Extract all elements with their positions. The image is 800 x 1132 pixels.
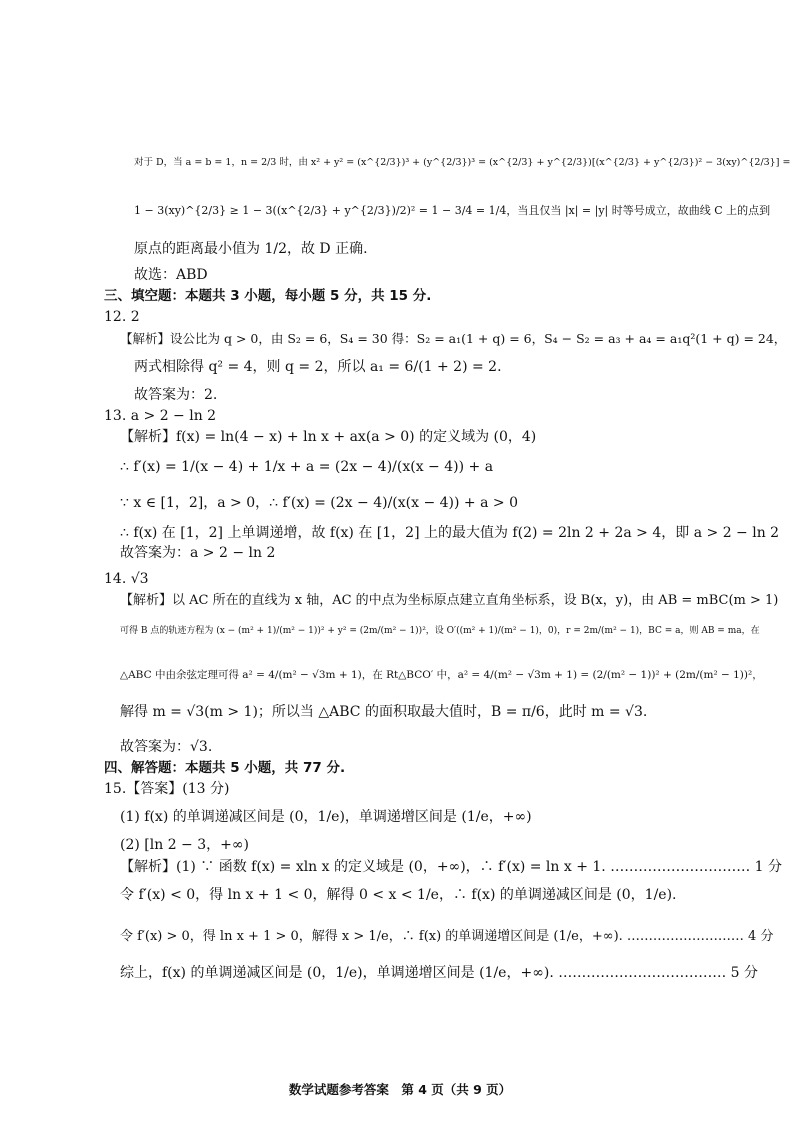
text-line-2: 1 − 3(xy)^{2/3} ≥ 1 − 3((x^{2/3} + y^{2/3})/2)² = 1 − 3/4 = 1/4，当且仅当 |x| = |y| 时等号成立，故曲线 C 上的点到 (134, 204, 771, 217)
q13-conclusion: 故答案为：a > 2 − ln 2 (120, 545, 276, 561)
page-footer: 数学试题参考答案 第 4 页（共 9 页） (288, 1082, 512, 1097)
section-heading-solution: 四、解答题：本题共 5 小题，共 77 分. (104, 760, 346, 776)
q15-answer-part-1: (1) f(x) 的单调递减区间是 (0，1/e)，单调递增区间是 (1/e，+∞) (120, 809, 532, 825)
q14-analysis-line-2: 可得 B 点的轨迹方程为 (x − (m² + 1)/(m² − 1))² + y² = (2m/(m² − 1))²，设 O′((m² + 1)/(m² − 1)，0)，r = 2m/(m² − 1)，BC = a，则 AB = ma，在 (120, 626, 760, 636)
question-12-answer: 12. 2 (104, 309, 140, 325)
q12-conclusion: 故答案为：2. (134, 387, 218, 403)
q12-analysis-line-1: 【解析】设公比为 q > 0，由 S₂ = 6，S₄ = 30 得：S₂ = a₁(1 + q) = 6，S₄ − S₂ = a₃ + a₄ = a₁q²(1 + q) = 24， (120, 331, 787, 346)
q14-analysis-line-4: 解得 m = √3(m > 1)；所以当 △ABC 的面积取最大值时，B = π/6，此时 m = √3. (120, 704, 648, 720)
q15-answer-part-2: (2) [ln 2 − 3，+∞) (120, 837, 249, 853)
q13-analysis-line-1: 【解析】f(x) = ln(4 − x) + ln x + ax(a > 0) 的定义域为 (0，4) (120, 429, 537, 445)
text-line-3: 原点的距离最小值为 1/2，故 D 正确. (134, 241, 368, 257)
text-line-1: 对于 D，当 a = b = 1，n = 2/3 时，由 x² + y² = (x^{2/3})³ + (y^{2/3})³ = (x^{2/3} + y^{2/3})[(x^{2/3} + y^{2/3})² − 3(xy)^{2/3}] = (134, 157, 791, 168)
q13-analysis-line-3: ∵ x ∈ [1，2]，a > 0，∴ f′(x) = (2x − 4)/(x(x − 4)) + a > 0 (120, 495, 518, 511)
q14-conclusion: 故答案为：√3. (120, 739, 213, 755)
q15-analysis-line-2: 令 f′(x) < 0，得 ln x + 1 < 0，解得 0 < x < 1/e，∴ f(x) 的单调递减区间是 (0，1/e). (120, 887, 677, 903)
q15-analysis-line-4: 综上，f(x) 的单调递减区间是 (0，1/e)，单调递增区间是 (1/e，+∞). ……………………………… 5 分 (120, 965, 759, 981)
section-heading-fill-in: 三、填空题：本题共 3 小题，每小题 5 分，共 15 分. (104, 288, 432, 304)
q14-analysis-line-1: 【解析】以 AC 所在的直线为 x 轴，AC 的中点为坐标原点建立直角坐标系，设 B(x，y)，由 AB = mBC(m > 1) (120, 593, 779, 608)
q13-analysis-line-4: ∴ f(x) 在 [1，2] 上单调递增，故 f(x) 在 [1，2] 上的最大值为 f(2) = 2ln 2 + 2a > 4，即 a > 2 − ln 2 (120, 525, 780, 541)
q15-analysis-line-3: 令 f′(x) > 0，得 ln x + 1 > 0，解得 x > 1/e，∴ f(x) 的单调递增区间是 (1/e，+∞). ……………………… 4 分 (120, 929, 774, 944)
q15-analysis-line-1: 【解析】(1) ∵ 函数 f(x) = xln x 的定义域是 (0，+∞)，∴ f′(x) = ln x + 1. ………………………… 1 分 (120, 859, 783, 875)
question-15-header: 15.【答案】(13 分) (104, 781, 230, 797)
q12-analysis-line-2: 两式相除得 q² = 4，则 q = 2，所以 a₁ = 6/(1 + 2) = 2. (134, 359, 502, 375)
answer-choice-line: 故选：ABD (134, 267, 208, 283)
q14-analysis-line-3: △ABC 中由余弦定理可得 a² = 4/(m² − √3m + 1)，在 Rt△BCO′ 中，a² = 4/(m² − √3m + 1) = (2/(m² − 1))² + (2m/(m² − 1))²， (120, 669, 763, 681)
q13-analysis-line-2: ∴ f′(x) = 1/(x − 4) + 1/x + a = (2x − 4)/(x(x − 4)) + a (120, 459, 494, 475)
question-13-answer: 13. a > 2 − ln 2 (104, 408, 217, 424)
question-14-answer: 14. √3 (104, 571, 149, 587)
